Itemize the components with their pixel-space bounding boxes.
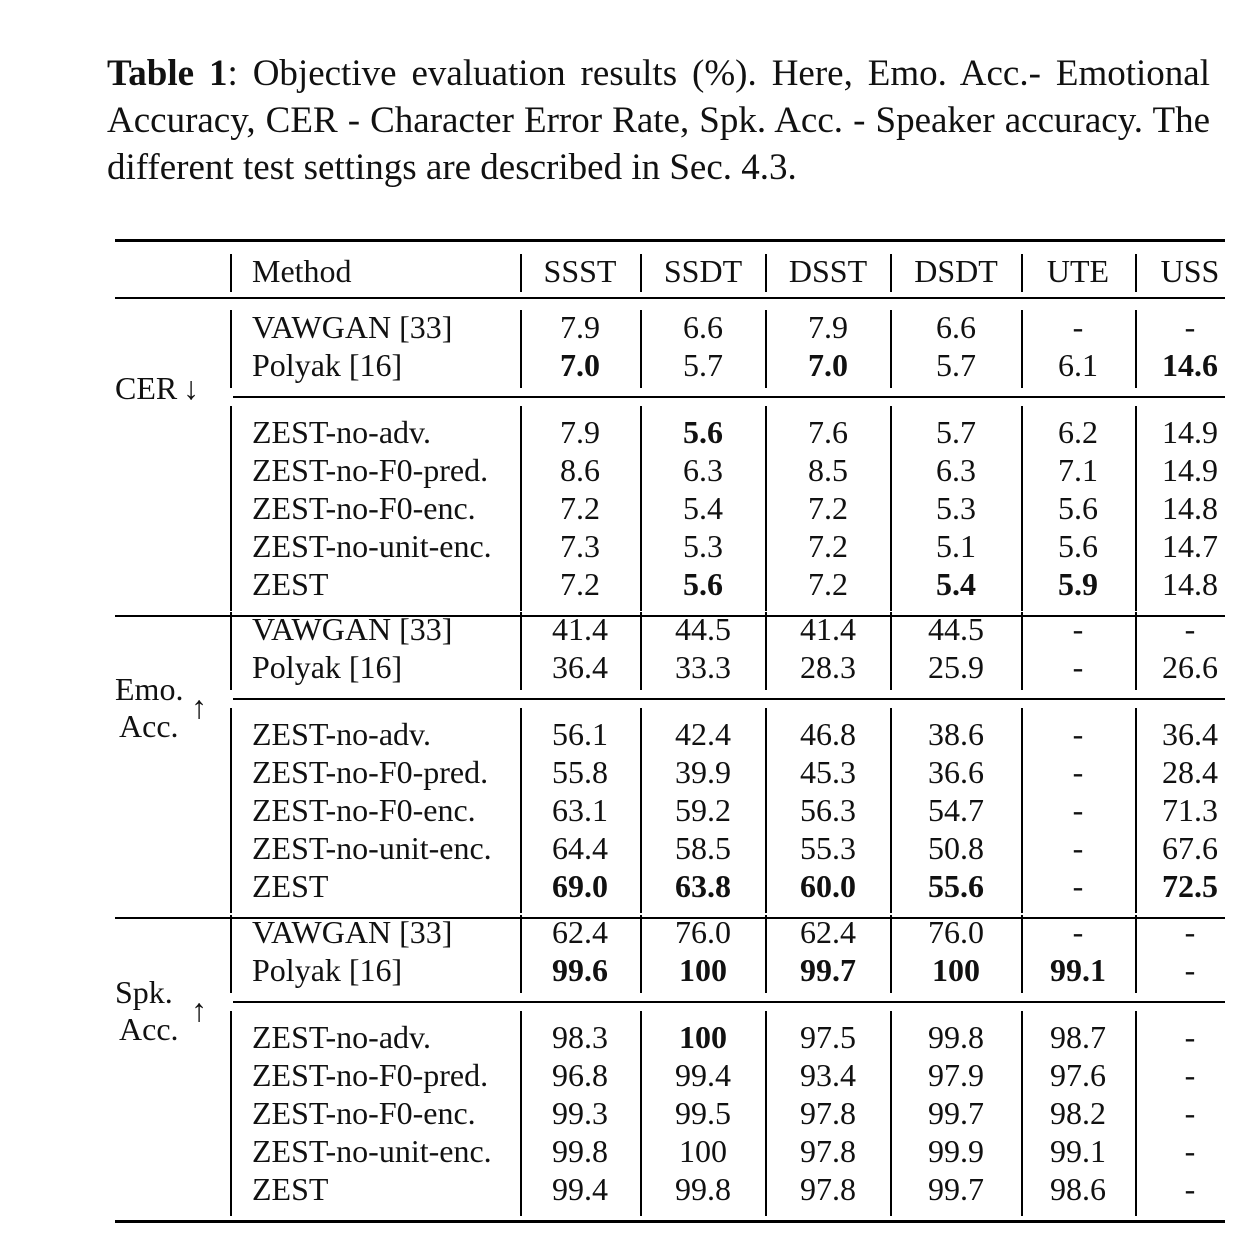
method-cell: VAWGAN [33] xyxy=(252,611,453,647)
value-cell: - xyxy=(1072,611,1084,647)
value-cell: 5.3 xyxy=(936,490,976,526)
value-cell: 5.7 xyxy=(683,347,723,383)
value-cell: 99.6 xyxy=(552,952,608,988)
column-separator xyxy=(765,406,767,611)
column-separator xyxy=(520,612,522,690)
column-separator xyxy=(230,310,232,388)
value-cell: 6.2 xyxy=(1058,414,1098,450)
bottom-rule xyxy=(115,1220,1225,1223)
method-cell: ZEST-no-unit-enc. xyxy=(252,528,492,564)
value-cell: 72.5 xyxy=(1162,868,1218,904)
value-cell: - xyxy=(1184,1019,1196,1055)
value-cell: 97.6 xyxy=(1050,1057,1106,1093)
value-cell: - xyxy=(1072,914,1084,950)
top-rule xyxy=(115,239,1225,242)
value-cell: 7.0 xyxy=(560,347,600,383)
method-cell: VAWGAN [33] xyxy=(252,309,453,345)
caption-text: : Objective evaluation results (%). Here, Emo. Acc.- Emotional Accuracy, CER - Character Error Rate, Spk. Acc. - Speaker accuracy. The different test settings are described in Sec. 4.3. xyxy=(107,53,1210,188)
value-cell: 14.8 xyxy=(1162,490,1218,526)
column-separator xyxy=(1021,310,1023,388)
column-separator xyxy=(520,1011,522,1216)
value-cell: 67.6 xyxy=(1162,830,1218,866)
value-cell: 99.4 xyxy=(552,1171,608,1207)
column-separator xyxy=(520,310,522,388)
value-cell: 36.4 xyxy=(552,649,608,685)
value-cell: 33.3 xyxy=(675,649,731,685)
value-cell: 50.8 xyxy=(928,830,984,866)
value-cell: 99.1 xyxy=(1050,952,1106,988)
column-separator xyxy=(1135,915,1137,993)
value-cell: 6.3 xyxy=(936,452,976,488)
value-cell: 42.4 xyxy=(675,716,731,752)
value-cell: 99.5 xyxy=(675,1095,731,1131)
method-cell: ZEST-no-adv. xyxy=(252,1019,431,1055)
column-separator xyxy=(890,708,892,913)
method-cell: ZEST xyxy=(252,1171,329,1207)
value-cell: 62.4 xyxy=(552,914,608,950)
value-cell: 97.5 xyxy=(800,1019,856,1055)
value-cell: 55.3 xyxy=(800,830,856,866)
value-cell: 36.6 xyxy=(928,754,984,790)
column-separator xyxy=(230,915,232,993)
value-cell: 63.1 xyxy=(552,792,608,828)
header-ute: UTE xyxy=(1046,253,1110,289)
value-cell: 7.2 xyxy=(808,490,848,526)
group-divider xyxy=(233,698,1225,700)
value-cell: - xyxy=(1072,309,1084,345)
value-cell: 5.4 xyxy=(936,566,976,602)
column-separator xyxy=(765,612,767,690)
value-cell: 96.8 xyxy=(552,1057,608,1093)
value-cell: 14.6 xyxy=(1162,347,1218,383)
column-separator xyxy=(1021,612,1023,690)
value-cell: 28.3 xyxy=(800,649,856,685)
value-cell: 64.4 xyxy=(552,830,608,866)
value-cell: 99.7 xyxy=(800,952,856,988)
column-separator xyxy=(1135,310,1137,388)
column-separator xyxy=(640,406,642,611)
value-cell: 54.7 xyxy=(928,792,984,828)
value-cell: 76.0 xyxy=(928,914,984,950)
column-separator xyxy=(520,254,522,292)
value-cell: 38.6 xyxy=(928,716,984,752)
column-separator xyxy=(1135,708,1137,913)
value-cell: 59.2 xyxy=(675,792,731,828)
value-cell: 99.1 xyxy=(1050,1133,1106,1169)
group-label: Acc. xyxy=(119,1011,179,1047)
column-separator xyxy=(640,254,642,292)
column-separator xyxy=(1021,254,1023,292)
header-dsdt: DSDT xyxy=(914,253,998,289)
value-cell: - xyxy=(1072,716,1084,752)
value-cell: 45.3 xyxy=(800,754,856,790)
group-divider xyxy=(233,1001,1225,1003)
value-cell: 41.4 xyxy=(800,611,856,647)
value-cell: 5.6 xyxy=(683,414,723,450)
value-cell: 7.1 xyxy=(1058,452,1098,488)
method-cell: ZEST-no-unit-enc. xyxy=(252,830,492,866)
value-cell: 93.4 xyxy=(800,1057,856,1093)
value-cell: - xyxy=(1184,1095,1196,1131)
method-cell: Polyak [16] xyxy=(252,952,403,988)
method-cell: ZEST-no-adv. xyxy=(252,414,431,450)
header-method: Method xyxy=(252,253,352,289)
value-cell: 63.8 xyxy=(675,868,731,904)
value-cell: - xyxy=(1184,1133,1196,1169)
method-cell: ZEST-no-F0-pred. xyxy=(252,1057,489,1093)
value-cell: 56.3 xyxy=(800,792,856,828)
value-cell: - xyxy=(1184,952,1196,988)
value-cell: - xyxy=(1184,309,1196,345)
method-cell: ZEST-no-F0-pred. xyxy=(252,754,489,790)
value-cell: - xyxy=(1072,649,1084,685)
metric-direction-arrow: ↑ xyxy=(191,689,207,725)
column-separator xyxy=(230,254,232,292)
value-cell: 8.6 xyxy=(560,452,600,488)
value-cell: 69.0 xyxy=(552,868,608,904)
value-cell: 36.4 xyxy=(1162,716,1218,752)
value-cell: 99.4 xyxy=(675,1057,731,1093)
value-cell: 14.9 xyxy=(1162,414,1218,450)
value-cell: 56.1 xyxy=(552,716,608,752)
method-cell: ZEST-no-F0-enc. xyxy=(252,490,476,526)
value-cell: 25.9 xyxy=(928,649,984,685)
value-cell: 98.2 xyxy=(1050,1095,1106,1131)
value-cell: 14.7 xyxy=(1162,528,1218,564)
value-cell: 99.8 xyxy=(928,1019,984,1055)
value-cell: 5.9 xyxy=(1058,566,1098,602)
column-separator xyxy=(520,406,522,611)
header-ssdt: SSDT xyxy=(663,253,743,289)
value-cell: 7.3 xyxy=(560,528,600,564)
value-cell: - xyxy=(1184,1171,1196,1207)
results-table xyxy=(115,0,1225,1234)
value-cell: 7.2 xyxy=(560,490,600,526)
column-separator xyxy=(890,1011,892,1216)
column-separator xyxy=(1021,708,1023,913)
value-cell: 14.9 xyxy=(1162,452,1218,488)
value-cell: 5.4 xyxy=(683,490,723,526)
value-cell: 99.7 xyxy=(928,1171,984,1207)
header-uss: USS xyxy=(1160,253,1220,289)
value-cell: 5.6 xyxy=(683,566,723,602)
value-cell: 14.8 xyxy=(1162,566,1218,602)
value-cell: 6.6 xyxy=(683,309,723,345)
value-cell: 98.3 xyxy=(552,1019,608,1055)
header-dsst: DSST xyxy=(788,253,868,289)
group-divider xyxy=(233,396,1225,398)
column-separator xyxy=(1021,406,1023,611)
group-label: CER xyxy=(115,370,178,406)
value-cell: 7.6 xyxy=(808,414,848,450)
column-separator xyxy=(1021,1011,1023,1216)
column-separator xyxy=(765,1011,767,1216)
column-separator xyxy=(230,612,232,690)
metric-direction-arrow: ↑ xyxy=(191,992,207,1028)
column-separator xyxy=(520,708,522,913)
value-cell: 7.2 xyxy=(560,566,600,602)
value-cell: 98.6 xyxy=(1050,1171,1106,1207)
value-cell: 44.5 xyxy=(928,611,984,647)
value-cell: 60.0 xyxy=(800,868,856,904)
value-cell: 7.9 xyxy=(808,309,848,345)
value-cell: - xyxy=(1184,1057,1196,1093)
method-cell: ZEST-no-unit-enc. xyxy=(252,1133,492,1169)
header-ssst: SSST xyxy=(543,253,617,289)
value-cell: 7.9 xyxy=(560,309,600,345)
value-cell: 7.2 xyxy=(808,566,848,602)
column-separator xyxy=(1135,1011,1137,1216)
value-cell: 8.5 xyxy=(808,452,848,488)
method-cell: Polyak [16] xyxy=(252,347,403,383)
value-cell: 100 xyxy=(679,1019,727,1055)
value-cell: - xyxy=(1072,868,1084,904)
method-cell: Polyak [16] xyxy=(252,649,403,685)
value-cell: 97.8 xyxy=(800,1095,856,1131)
header-rule xyxy=(115,297,1225,299)
column-separator xyxy=(765,310,767,388)
column-separator xyxy=(640,915,642,993)
column-separator xyxy=(640,612,642,690)
metric-direction-arrow: ↓ xyxy=(183,370,199,406)
group-label: Emo. xyxy=(115,671,184,707)
value-cell: 55.6 xyxy=(928,868,984,904)
column-separator xyxy=(765,254,767,292)
value-cell: 44.5 xyxy=(675,611,731,647)
column-separator xyxy=(890,406,892,611)
column-separator xyxy=(640,310,642,388)
column-separator xyxy=(1021,915,1023,993)
value-cell: - xyxy=(1072,792,1084,828)
value-cell: 5.3 xyxy=(683,528,723,564)
value-cell: 5.6 xyxy=(1058,490,1098,526)
value-cell: 5.7 xyxy=(936,347,976,383)
value-cell: 76.0 xyxy=(675,914,731,950)
value-cell: 58.5 xyxy=(675,830,731,866)
value-cell: 100 xyxy=(679,952,727,988)
value-cell: 7.0 xyxy=(808,347,848,383)
value-cell: 99.3 xyxy=(552,1095,608,1131)
value-cell: 41.4 xyxy=(552,611,608,647)
value-cell: 99.8 xyxy=(552,1133,608,1169)
value-cell: - xyxy=(1184,611,1196,647)
value-cell: 97.8 xyxy=(800,1171,856,1207)
value-cell: 26.6 xyxy=(1162,649,1218,685)
value-cell: 5.6 xyxy=(1058,528,1098,564)
column-separator xyxy=(640,708,642,913)
column-separator xyxy=(765,915,767,993)
value-cell: 99.8 xyxy=(675,1171,731,1207)
value-cell: - xyxy=(1184,914,1196,950)
group-label: Spk. xyxy=(115,974,173,1010)
column-separator xyxy=(890,915,892,993)
column-separator xyxy=(765,708,767,913)
method-cell: ZEST xyxy=(252,868,329,904)
method-cell: ZEST-no-F0-enc. xyxy=(252,792,476,828)
column-separator xyxy=(520,915,522,993)
value-cell: 99.9 xyxy=(928,1133,984,1169)
value-cell: 98.7 xyxy=(1050,1019,1106,1055)
value-cell: 46.8 xyxy=(800,716,856,752)
column-separator xyxy=(890,310,892,388)
method-cell: VAWGAN [33] xyxy=(252,914,453,950)
method-cell: ZEST xyxy=(252,566,329,602)
value-cell: 100 xyxy=(932,952,980,988)
value-cell: 7.9 xyxy=(560,414,600,450)
value-cell: 28.4 xyxy=(1162,754,1218,790)
column-separator xyxy=(230,1011,232,1216)
value-cell: 55.8 xyxy=(552,754,608,790)
column-separator xyxy=(890,254,892,292)
value-cell: 71.3 xyxy=(1162,792,1218,828)
value-cell: 62.4 xyxy=(800,914,856,950)
value-cell: 97.9 xyxy=(928,1057,984,1093)
value-cell: 100 xyxy=(679,1133,727,1169)
value-cell: 6.6 xyxy=(936,309,976,345)
value-cell: 7.2 xyxy=(808,528,848,564)
caption-label: Table 1 xyxy=(107,53,228,94)
column-separator xyxy=(1135,406,1137,611)
value-cell: 97.8 xyxy=(800,1133,856,1169)
value-cell: 5.1 xyxy=(936,528,976,564)
column-separator xyxy=(640,1011,642,1216)
method-cell: ZEST-no-F0-pred. xyxy=(252,452,489,488)
column-separator xyxy=(890,612,892,690)
value-cell: 6.1 xyxy=(1058,347,1098,383)
column-separator xyxy=(1135,612,1137,690)
value-cell: 99.7 xyxy=(928,1095,984,1131)
value-cell: - xyxy=(1072,754,1084,790)
value-cell: 5.7 xyxy=(936,414,976,450)
column-separator xyxy=(230,708,232,913)
value-cell: 39.9 xyxy=(675,754,731,790)
column-separator xyxy=(230,406,232,611)
group-label: Acc. xyxy=(119,708,179,744)
column-separator xyxy=(1135,254,1137,292)
method-cell: ZEST-no-F0-enc. xyxy=(252,1095,476,1131)
method-cell: ZEST-no-adv. xyxy=(252,716,431,752)
value-cell: - xyxy=(1072,830,1084,866)
value-cell: 6.3 xyxy=(683,452,723,488)
